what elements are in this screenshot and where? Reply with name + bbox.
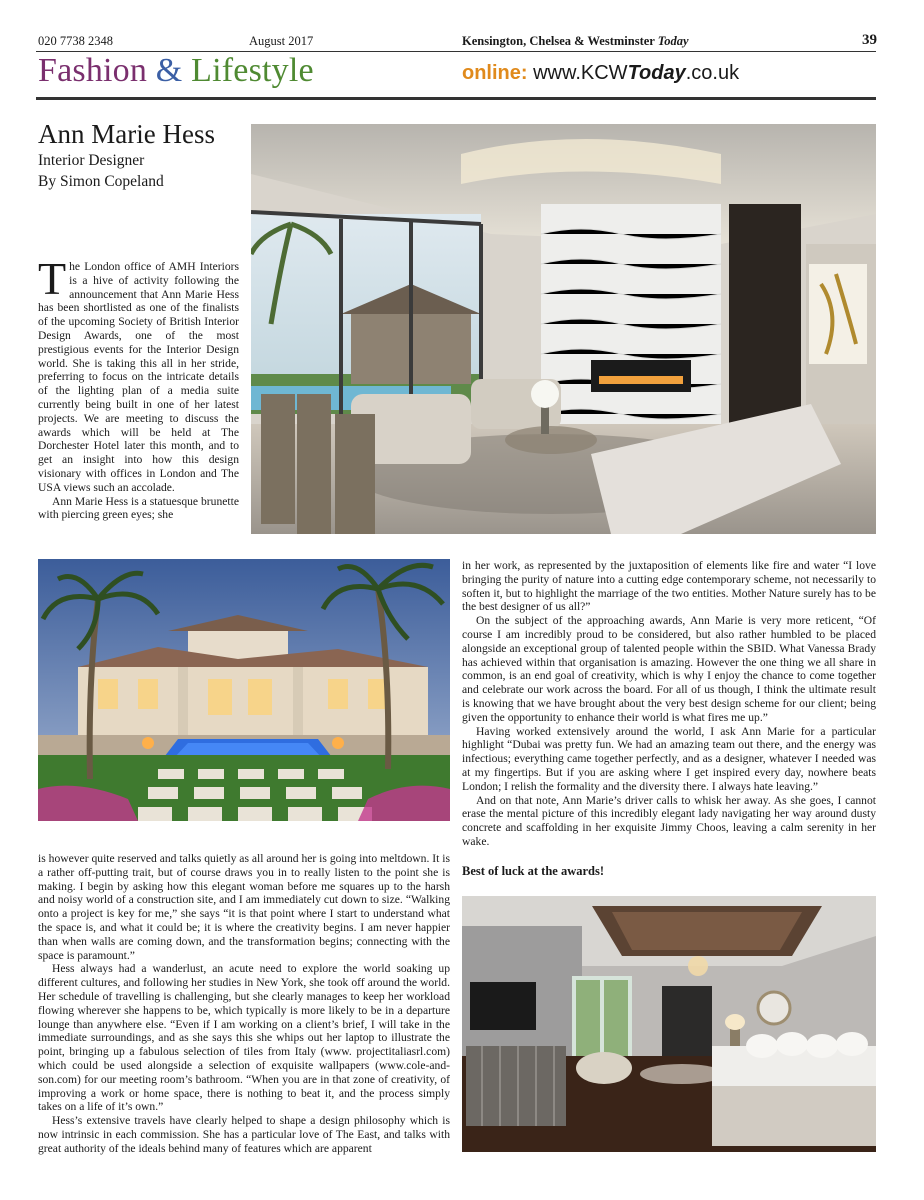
online-url[interactable] xyxy=(462,62,739,85)
publication-name-italic: Today xyxy=(657,34,689,48)
header-date: August 2017 xyxy=(249,34,314,48)
paragraph-4: Hess’s extensive travels have clearly helped to shape a design philosophy which is now intrinsic in each commission. She has a particular love of The East, and talks with great authority of the ideals behind many of features which are apparent xyxy=(38,1114,450,1155)
section-title-fashion: Fashion xyxy=(38,52,156,89)
online-label: online: xyxy=(462,62,528,84)
closing-line: Best of luck at the awards! xyxy=(462,863,605,878)
paragraph-2-continued: is however quite reserved and talks quietly as all around her is going into meltdown. It is a rather off-putting trait, but of course draws you in to really listen to the point she is making. I begin by asking how this elegant woman before me squares up to the harsh and noisy world of a construction site, and I am immediately cut down to size. “Walking onto a project is key for me,” she says “it is that point where I start to understand what the space is, and what it could be; it is where the creativity begins. I am never happier than when walls are coming down, and the transformation begins; connecting with the space is paramount.” xyxy=(38,852,450,962)
online-url-part2: .co.uk xyxy=(685,62,740,84)
section-title-lifestyle: Lifestyle xyxy=(182,52,314,89)
paragraph-7: And on that note, Ann Marie’s driver calls to whisk her away. As she goes, I cannot erase the mental picture of this incredibly elegant lady navigating her way around dusty concrete and scaffolding in her exquisite Jimmy Choos, leaving a calm serenity in her wake. xyxy=(462,793,876,848)
article-headline: Ann Marie Hess xyxy=(38,119,215,149)
paragraph-3: Hess always had a wanderlust, an acute need to explore the world soaking up different cultures, and following her studies in New York, she took off around the world. Her schedule of travelling is challenging, but she clearly manages to keep her workload flowing wherever she happens to be, which typically is more likely to be in a departure lounge than anywhere else. “Even if I am working on a client’s brief, I will take in the immediate surroundings, and as she says this she whips out her laptop to illustrate the point, bringing up a fabulous selection of tiles from Italy (www. projectitaliasrl.com) which could be used alongside a selection of exquisite wallpapers (www.cole-and-son.com) for our meeting room’s bathroom. “When you are in that zone of creativity, of improving a work or home space, there is nothing to beat it, and the process simply takes on a life of it’s own.” xyxy=(38,962,450,1114)
header-phone: 020 7738 2348 xyxy=(38,34,113,48)
drop-cap: T xyxy=(38,253,67,304)
section-title xyxy=(38,52,314,90)
article-column-intro xyxy=(38,253,239,522)
online-url-part1: www.KCW xyxy=(533,62,628,84)
publication-name: Kensington, Chelsea & Westminster xyxy=(462,34,655,48)
paragraph-1-text: he London office of AMH Interiors is a hive of activity following the announcement that Ann Marie Hess has been shortlisted as one of the finalists of the upcoming Society of British Interior Design Awards, one of the most prestigious events for the Interior Design world. She is taking this all in her stride, preferring to focus on the intricate details of the lighting plan of a media suite currently being built in one of her latest projects. We are meeting to discuss the awards which will be held at The Dorchester Hotel later this month, and to get an insight into how this design visionary with offices in London and The USA views such an accolade. xyxy=(38,260,239,494)
header-publication xyxy=(462,34,689,49)
paragraph-4-continued: in her work, as represented by the juxtaposition of elements like fire and water “I love bringing the purity of nature into a cutting edge contemporary scheme, not necessarily to soften it, but to highlight the marriage of the two entities. Mother Nature surely has to be the best designer of us all?” xyxy=(462,559,876,614)
paragraph-5: On the subject of the approaching awards, Ann Marie is very more reticent, “Of course I am incredibly proud to be considered, but also rather humbled to be placed alongside an exceptional group of talented people within the SBID. What Vanessa Brady has achieved within that organisation is amazing. However the one thing we all share in common, is an end goal of creativity, which is why I enjoy the chance to come together and celebrate our work across the board. For all of us though, I think the ultimate result is knowing that we have brought about the very best design scheme for our client; being given the opportunity to enhance their world is what fires me up.” xyxy=(462,614,876,724)
bedroom-photo xyxy=(462,896,876,1152)
paragraph-6: Having worked extensively around the world, I ask Ann Marie for a particular highlight “Dubai was pretty fun. We had an amazing team out there, and the energy was infectious; everything came together perfectly, and as a designer, whatever I needed was at my fingertips. But if you are asking where I get inspired every day, nowhere beats London; I relish the formality and the diversity there. I always hate leaving.” xyxy=(462,724,876,793)
page-number: 39 xyxy=(862,32,877,48)
paragraph-2-start: Ann Marie Hess is a statuesque brunette with piercing green eyes; she xyxy=(38,494,239,522)
article-column-right xyxy=(462,559,876,879)
article-column-lower-left xyxy=(38,852,450,1156)
article-subtitle: Interior Designer xyxy=(38,152,145,169)
living-room-photo xyxy=(251,124,876,534)
online-url-italic: Today xyxy=(627,62,686,84)
article-byline: By Simon Copeland xyxy=(38,173,164,190)
villa-exterior-photo xyxy=(38,559,450,821)
section-title-amp: & xyxy=(155,52,183,89)
paragraph-1 xyxy=(38,253,239,495)
section-rule xyxy=(36,97,876,100)
